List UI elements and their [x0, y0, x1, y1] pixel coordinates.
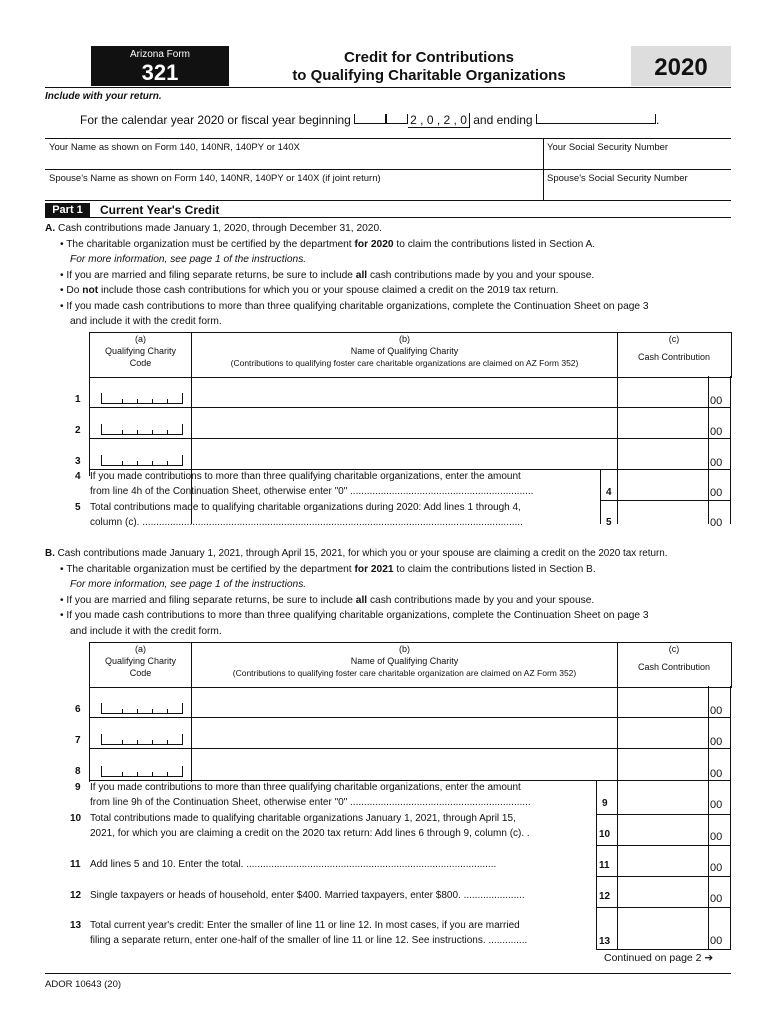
- charity-name-input[interactable]: [192, 439, 617, 469]
- calendar-prefix: For the calendar year 2020 or fiscal year beginning: [80, 113, 351, 127]
- begin-year[interactable]: 2 , 0 , 2 , 0: [408, 113, 470, 128]
- line-text: Total contributions made to qualifying charitable organizations during 2020: Add lines 1 through 4,: [90, 502, 521, 513]
- rule: [45, 973, 731, 974]
- line-text: If you made contributions to more than three qualifying charitable organizations, enter the amount: [90, 471, 521, 482]
- a-bullet2-bold: all: [355, 269, 368, 281]
- form-title: [229, 49, 629, 85]
- b-bullet2-post: cash contributions made by you and your spouse.: [367, 594, 595, 606]
- rule: [708, 686, 709, 950]
- charity-name-input[interactable]: [192, 718, 617, 748]
- b-bullet1-bold: for 2021: [354, 563, 394, 575]
- rule: [543, 138, 544, 200]
- cents: 00: [710, 831, 723, 843]
- a-bullet1-note: For more information, see page 1 of the instructions.: [70, 254, 307, 265]
- a-bullet4: • If you made cash contributions to more than three qualifying charitable organizations, complete the Continuation Sheet on page 3: [60, 300, 649, 312]
- title-line-1: Credit for Contributions: [344, 49, 514, 66]
- section-b-instructions: [45, 546, 745, 639]
- b-bullet1-pre: • The charitable organization must be certified by the department: [60, 563, 355, 575]
- line-text: 2021, for which you are claiming a credit on the 2020 tax return: Add lines 6 through 9, column (c). .: [90, 828, 530, 839]
- col-label: Name of Qualifying Charity: [350, 346, 459, 356]
- a-bullet3-pre: • Do: [60, 285, 83, 296]
- calendar-suffix: .: [655, 113, 660, 127]
- a-bullet1-bold: for 2020: [354, 238, 394, 250]
- line-number: 3: [75, 456, 81, 467]
- col-label: Cash Contribution: [637, 352, 711, 362]
- a-bullet2-post: cash contributions made by you and your spouse.: [367, 269, 595, 281]
- col-label: (Contributions to qualifying foster care charitable organizations are claimed on AZ Form 352): [230, 358, 579, 368]
- line-text: If you made contributions to more than three qualifying charitable organizations, enter the amount: [90, 782, 521, 793]
- col-label: Qualifying Charity: [104, 346, 177, 356]
- box-number: 9: [602, 798, 608, 809]
- line-13-amount-input[interactable]: [618, 908, 708, 949]
- line-13-text: [90, 918, 594, 948]
- line-9-text: [90, 780, 592, 810]
- rule: [730, 376, 731, 524]
- line-4-text: [90, 469, 595, 499]
- cents: 00: [710, 395, 723, 407]
- line-4-amount-input[interactable]: [618, 470, 708, 500]
- rule: [89, 376, 90, 476]
- continued-note: Continued on page 2 ➔: [604, 952, 714, 964]
- contribution-amount-input[interactable]: [618, 377, 708, 407]
- charity-code-input[interactable]: [101, 766, 183, 777]
- cents: 00: [710, 487, 723, 499]
- contribution-amount-input[interactable]: [618, 718, 708, 748]
- line-11-amount-input[interactable]: [618, 846, 708, 876]
- line-text: filing a separate return, enter one-half of the smaller of line 11 or line 12. See instructions. ..............: [90, 935, 528, 946]
- cents: 00: [710, 705, 723, 717]
- line-number: 7: [75, 735, 81, 746]
- b-col-a-header: [90, 643, 191, 679]
- rule: [708, 376, 709, 524]
- col-letter: (b): [399, 334, 410, 344]
- col-label: (Contributions to qualifying foster care charitable organization are claimed on AZ Form 352): [232, 668, 577, 678]
- charity-name-input[interactable]: [192, 377, 617, 407]
- col-label: Name of Qualifying Charity: [350, 656, 459, 666]
- name-field[interactable]: Your Name as shown on Form 140, 140NR, 140PY or 140X: [49, 142, 300, 153]
- col-label: Qualifying Charity: [104, 656, 177, 666]
- line-number: 11: [70, 859, 81, 870]
- tax-year: 2020: [631, 46, 731, 86]
- line-5-amount-input[interactable]: [618, 501, 708, 524]
- charity-code-input[interactable]: [101, 455, 183, 466]
- line-number: 5: [75, 502, 81, 513]
- b-col-c-header: [618, 643, 730, 673]
- a-bullet4-cont: and include it with the credit form.: [70, 316, 222, 327]
- cents: 00: [710, 935, 723, 947]
- a-bullet3-post: include those cash contributions for which you or your spouse claimed a credit on the 2019 tax return.: [98, 285, 559, 296]
- box-number: 10: [599, 829, 611, 840]
- contribution-amount-input[interactable]: [618, 408, 708, 438]
- b-col-b-header: [192, 643, 617, 679]
- cents: 00: [710, 893, 723, 905]
- header-rule: [45, 87, 731, 88]
- line-number: 13: [70, 920, 82, 931]
- line-11-text: Add lines 5 and 10. Enter the total. ..........................................................................................: [90, 859, 497, 870]
- line-12-amount-input[interactable]: [618, 877, 708, 907]
- line-text: from line 4h of the Continuation Sheet, otherwise enter "0" ..................................................................: [90, 486, 534, 497]
- col-label: Code: [129, 668, 152, 678]
- line-number: 8: [75, 766, 81, 777]
- a-bullet3-bold: not: [82, 285, 99, 296]
- cents: 00: [710, 426, 723, 438]
- contribution-amount-input[interactable]: [618, 439, 708, 469]
- ssn-field[interactable]: Your Social Security Number: [547, 142, 669, 153]
- charity-name-input[interactable]: [192, 749, 617, 780]
- line-10-amount-input[interactable]: [618, 815, 708, 845]
- begin-month-field[interactable]: [354, 114, 386, 124]
- line-number: 6: [75, 704, 81, 715]
- spouse-ssn-field[interactable]: Spouse's Social Security Number: [547, 173, 688, 184]
- col-letter: (c): [668, 334, 680, 344]
- charity-name-input[interactable]: [192, 408, 617, 438]
- line-number: 10: [70, 813, 82, 824]
- cents: 00: [710, 517, 723, 529]
- a-bullet1-post: to claim the contributions listed in Section A.: [393, 238, 596, 250]
- cents: 00: [710, 768, 723, 780]
- col-letter: (c): [668, 644, 680, 654]
- line-text: Total contributions made to qualifying charitable organizations January 1, 2021, through April 15,: [90, 813, 516, 824]
- form-label: Arizona Form: [129, 49, 190, 60]
- ending-date-field[interactable]: [536, 114, 656, 124]
- rule: [730, 686, 731, 950]
- line-number: 9: [75, 782, 81, 793]
- form-code: ADOR 10643 (20): [45, 979, 122, 990]
- rule: [600, 469, 601, 524]
- rule: [45, 138, 731, 139]
- col-letter: (b): [399, 644, 410, 654]
- b-bullet2-bold: all: [355, 594, 368, 606]
- a-col-a-header: [90, 333, 191, 369]
- cents: 00: [710, 736, 723, 748]
- a-bullet2-pre: • If you are married and filing separate returns, be sure to include: [60, 269, 356, 281]
- part-label: Part 1: [45, 203, 90, 217]
- box-number: 4: [606, 487, 612, 498]
- a-col-c-header: [618, 333, 730, 363]
- section-b-letter: B.: [45, 548, 55, 559]
- charity-code-input[interactable]: [101, 734, 183, 745]
- rule: [89, 686, 90, 782]
- b-bullet3: • If you made cash contributions to more than three qualifying charitable organizations, complete the Continuation Sheet on page 3: [60, 610, 649, 621]
- a-bullet1-pre: • The charitable organization must be certified by the department: [60, 238, 355, 250]
- b-bullet2-pre: • If you are married and filing separate returns, be sure to include: [60, 594, 356, 606]
- section-a-instructions: [45, 221, 735, 330]
- box-number: 11: [599, 860, 610, 871]
- line-text: from line 9h of the Continuation Sheet, otherwise enter "0" .................................................................: [90, 797, 531, 808]
- b-bullet1-note: For more information, see page 1 of the instructions.: [70, 579, 307, 590]
- rule: [596, 780, 597, 950]
- contribution-amount-input[interactable]: [618, 749, 708, 780]
- calendar-middle: and ending: [473, 113, 533, 127]
- charity-code-input[interactable]: [101, 424, 183, 435]
- part-title: Current Year's Credit: [100, 203, 220, 217]
- rule: [596, 949, 731, 950]
- box-number: 12: [599, 891, 611, 902]
- section-b-heading: Cash contributions made January 1, 2021, through April 15, 2021, for which you or your spouse are claiming a credit on the 2020 tax return.: [57, 548, 668, 559]
- form-number-box: [91, 46, 229, 86]
- line-number: 4: [75, 471, 81, 482]
- b-bullet1-post: to claim the contributions listed in Section B.: [393, 563, 596, 575]
- form-number: 321: [141, 60, 179, 85]
- box-number: 5: [606, 517, 612, 528]
- begin-day-field[interactable]: [386, 114, 408, 124]
- title-line-2: to Qualifying Charitable Organizations: [292, 67, 566, 84]
- line-9-amount-input[interactable]: [618, 781, 708, 814]
- charity-name-input[interactable]: [192, 687, 617, 717]
- col-label: Cash Contribution: [637, 662, 711, 672]
- rule: [45, 217, 731, 218]
- contribution-amount-input[interactable]: [618, 687, 708, 717]
- calendar-line: [80, 113, 659, 127]
- include-note: Include with your return.: [45, 91, 162, 102]
- line-12-text: Single taxpayers or heads of household, enter $400. Married taxpayers, enter $800. ......................: [90, 890, 525, 901]
- line-number: 12: [70, 890, 82, 901]
- line-text: Total current year's credit: Enter the smaller of line 11 or line 12. In most cases, if you are married: [90, 920, 520, 931]
- col-label: Code: [129, 358, 152, 368]
- section-a-letter: A.: [45, 223, 56, 234]
- rule: [45, 200, 731, 201]
- cents: 00: [710, 799, 723, 811]
- box-number: 13: [599, 936, 611, 947]
- b-bullet3-cont: and include it with the credit form.: [70, 625, 222, 637]
- cents: 00: [710, 457, 723, 469]
- line-text: column (c). .........................................................................................................................................: [90, 517, 523, 528]
- line-5-text: [90, 500, 595, 530]
- section-a-heading: Cash contributions made January 1, 2020, through December 31, 2020.: [58, 223, 382, 234]
- line-number: 2: [75, 425, 81, 436]
- charity-code-input[interactable]: [101, 393, 183, 404]
- charity-code-input[interactable]: [101, 703, 183, 714]
- col-letter: (a): [135, 334, 146, 344]
- rule: [45, 169, 731, 170]
- col-letter: (a): [135, 644, 146, 654]
- spouse-name-field[interactable]: Spouse's Name as shown on Form 140, 140NR, 140PY or 140X (if joint return): [49, 173, 381, 184]
- cents: 00: [710, 862, 723, 874]
- line-number: 1: [75, 394, 81, 405]
- a-col-b-header: [192, 333, 617, 369]
- line-10-text: [90, 811, 594, 841]
